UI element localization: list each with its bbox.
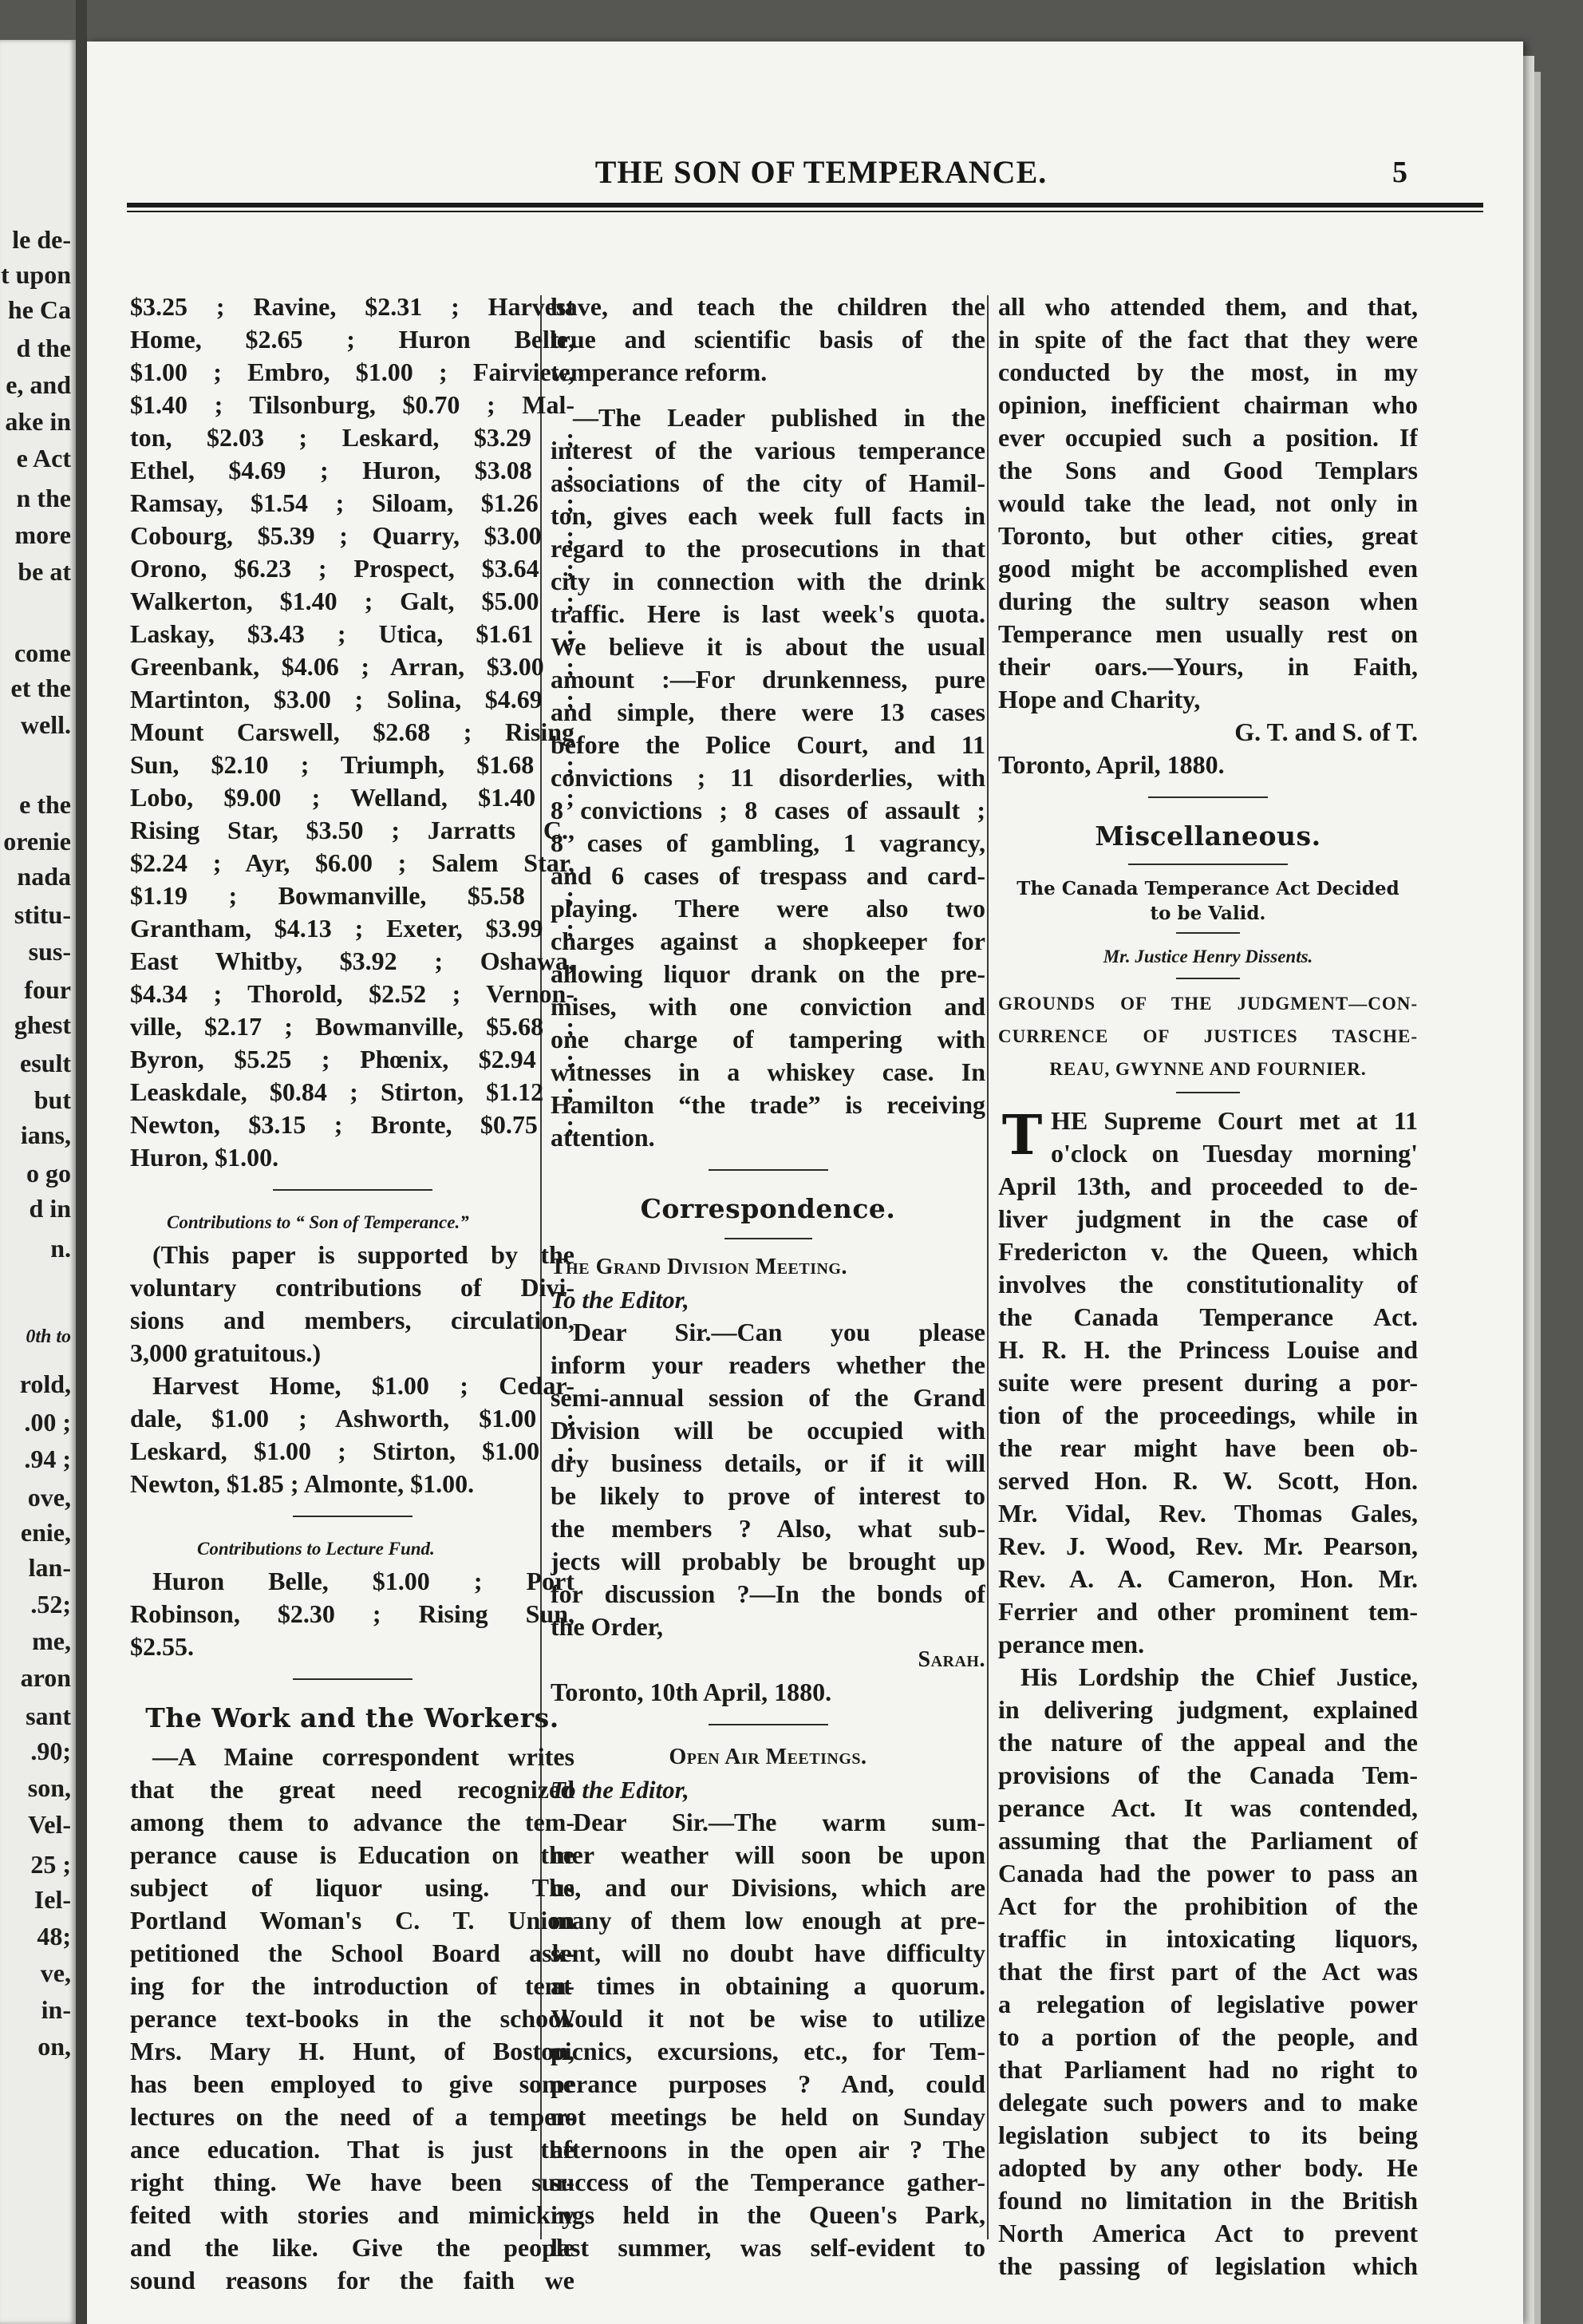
left-page-text-fragment: .00 ; xyxy=(24,1408,71,1437)
text-line: Byron, $5.25 ; Phœnix, $2.94 ; xyxy=(130,1045,574,1073)
text-line: traffic in intoxicating liquors, xyxy=(998,1924,1418,1953)
left-page-text-fragment: son, xyxy=(27,1773,71,1802)
text-line: the Canada Temperance Act. xyxy=(998,1302,1418,1331)
text-line: Rising Star, $3.50 ; Jarratts C., xyxy=(130,816,574,844)
drop-cap: T xyxy=(1001,1104,1043,1168)
left-page-text-fragment: .52; xyxy=(30,1590,71,1618)
text-line: true and scientific basis of the xyxy=(551,325,985,354)
text-line: and simple, there were 13 cases xyxy=(551,698,985,726)
text-line: perance men. xyxy=(998,1630,1145,1658)
article-title-line-1: The Canada Temperance Act Decided xyxy=(1017,878,1399,899)
text-line: —A Maine correspondent writes xyxy=(152,1742,574,1771)
left-page-text-fragment: be at xyxy=(18,557,71,586)
text-line: convictions ; 11 disorderlies, with xyxy=(551,763,985,792)
left-page-text-fragment: d the xyxy=(16,334,71,362)
text-line: Huron Belle, $1.00 ; Port xyxy=(152,1567,574,1595)
left-page-text-fragment: sus- xyxy=(28,937,71,966)
text-line: suite were present during a por- xyxy=(998,1368,1418,1397)
text-line: sound reasons for the faith we xyxy=(130,2266,574,2294)
text-line: among them to advance the tem- xyxy=(130,1808,574,1836)
text-line: 3,000 gratuitous.) xyxy=(130,1338,322,1367)
text-line: provisions of the Canada Tem- xyxy=(998,1761,1418,1789)
text-line: $2.55. xyxy=(130,1632,194,1661)
left-page-text-fragment: come xyxy=(14,638,71,667)
left-page-text-fragment: e Act xyxy=(16,444,71,472)
column-2 xyxy=(551,290,985,2264)
text-line: inform your readers whether the xyxy=(551,1350,985,1379)
text-line: served Hon. R. W. Scott, Hon. xyxy=(998,1466,1418,1495)
left-page-text-fragment: ake in xyxy=(5,407,71,436)
text-line: $1.00 ; Embro, $1.00 ; Fairview, xyxy=(130,358,574,386)
text-line: not meetings be held on Sunday xyxy=(551,2102,985,2131)
text-line: adopted by any other body. He xyxy=(998,2153,1418,2182)
text-line: Walkerton, $1.40 ; Galt, $5.00 ; xyxy=(130,587,574,615)
text-line: Toronto, but other cities, great xyxy=(998,521,1418,550)
left-page-text-fragment: ove, xyxy=(27,1483,71,1512)
lecture-fund-heading: Contributions to Lecture Fund. xyxy=(197,1539,435,1559)
left-page-text-fragment: nada xyxy=(17,862,71,891)
text-line: the rear might have been ob- xyxy=(998,1433,1418,1462)
text-line: Ethel, $4.69 ; Huron, $3.08 ; xyxy=(130,456,574,484)
text-line: many of them low enough at pre- xyxy=(551,1906,985,1935)
text-line: $1.40 ; Tilsonburg, $0.70 ; Mal- xyxy=(130,390,574,419)
section-rule xyxy=(293,1516,413,1517)
text-line: 8 convictions ; 8 cases of assault ; xyxy=(551,796,985,824)
text-line: witnesses in a whiskey case. In xyxy=(551,1057,985,1086)
text-line: ton, $2.03 ; Leskard, $3.29 ; xyxy=(130,423,574,452)
article-lead xyxy=(998,1105,1418,1170)
text-line: for discussion ?—In the bonds of xyxy=(551,1579,985,1608)
text-line: delegate such powers and to make xyxy=(998,2088,1418,2116)
text-line: attention. xyxy=(551,1123,655,1152)
text-line: tion of the proceedings, while in xyxy=(998,1401,1418,1429)
text-line: Greenbank, $4.06 ; Arran, $3.00 ; xyxy=(130,652,574,681)
text-line: Home, $2.65 ; Huron Belle, xyxy=(130,325,574,354)
left-page-text-fragment: 0th to xyxy=(26,1326,71,1347)
letter-1-salutation: To the Editor, xyxy=(551,1286,689,1314)
text-line: Temperance men usually rest on xyxy=(998,619,1418,648)
lead-line-2: o'clock on Tuesday morning' xyxy=(1051,1139,1418,1168)
text-line: the Sons and Good Templars xyxy=(998,456,1418,484)
text-line: us, and our Divisions, which are xyxy=(551,1873,985,1902)
text-line: Lobo, $9.00 ; Welland, $1.40 ; xyxy=(130,783,574,812)
letter-1-signature: Sarah. xyxy=(918,1647,985,1672)
text-line: the Order, xyxy=(551,1612,664,1641)
left-page-text-fragment: well. xyxy=(20,710,71,739)
text-line: would take the lead, not only in xyxy=(998,488,1418,517)
left-page-text-fragment: more xyxy=(14,520,71,549)
text-line: His Lordship the Chief Justice, xyxy=(1020,1662,1418,1691)
text-line: Harvest Home, $1.00 ; Cedar- xyxy=(152,1371,574,1400)
text-line: legislation subject to its being xyxy=(998,2120,1418,2149)
text-line: Hamilton “the trade” is receiving xyxy=(551,1090,985,1119)
text-line: a relegation of legislative power xyxy=(998,1990,1418,2018)
text-line: feited with stories and mimickry xyxy=(130,2200,574,2229)
text-line: Fredericton v. the Queen, which xyxy=(998,1237,1418,1266)
left-page-text-fragment: ghest xyxy=(14,1010,71,1039)
text-line: traffic. Here is last week's quota. xyxy=(551,599,985,628)
text-line: Rev. J. Wood, Rev. Mr. Pearson, xyxy=(998,1532,1418,1560)
left-page-text-fragment: but xyxy=(34,1085,71,1114)
text-line: Portland Woman's C. T. Union xyxy=(130,1906,574,1935)
correspondence-heading: Correspondence. xyxy=(640,1193,896,1224)
text-line: at times in obtaining a quorum. xyxy=(551,1971,985,2000)
letter-2-body xyxy=(551,1806,985,2264)
text-line: one charge of tampering with xyxy=(551,1025,985,1053)
section-rule xyxy=(709,1169,828,1171)
left-page-text-fragment: le de- xyxy=(12,225,71,254)
text-line: perance purposes ? And, could xyxy=(551,2069,985,2098)
text-line: subject of liquor using. The xyxy=(130,1873,574,1902)
left-page-text-fragment: Vel- xyxy=(28,1810,71,1839)
text-line: ville, $2.17 ; Bowmanville, $5.68 ; xyxy=(130,1012,574,1041)
section-rule xyxy=(1176,932,1240,934)
text-line: GROUNDS OF THE JUDGMENT—CON- xyxy=(998,994,1418,1014)
letter-1-title: The Grand Division Meeting. xyxy=(551,1255,847,1279)
text-line: Mr. Vidal, Rev. Thomas Gales, xyxy=(998,1499,1418,1528)
text-line: involves the constitutionality of xyxy=(998,1270,1418,1298)
text-line: last summer, was self-evident to xyxy=(551,2233,985,2262)
text-line: East Whitby, $3.92 ; Oshawa, xyxy=(130,947,574,975)
text-line: and the like. Give the people xyxy=(130,2233,574,2262)
text-line: $3.25 ; Ravine, $2.31 ; Harvest xyxy=(130,292,574,321)
text-line: city in connection with the drink xyxy=(551,567,985,595)
text-line: dale, $1.00 ; Ashworth, $1.00 ; xyxy=(130,1404,574,1433)
left-page-text-fragment: n the xyxy=(16,484,71,512)
text-line: North America Act to prevent xyxy=(998,2219,1418,2247)
text-line: Mount Carswell, $2.68 ; Rising xyxy=(130,717,574,746)
text-line: allowing liquor drank on the pre- xyxy=(551,959,985,988)
section-rule xyxy=(1148,796,1268,798)
text-line: Sun, $2.10 ; Triumph, $1.68 ; xyxy=(130,750,574,779)
text-line: sent, will no doubt have difficulty xyxy=(551,1939,985,1967)
left-page-text-fragment: .94 ; xyxy=(24,1445,71,1473)
contributions-heading: Contributions to “ Son of Temperance.” xyxy=(167,1212,469,1232)
section-rule xyxy=(1176,978,1240,979)
left-page-text-fragment: n. xyxy=(50,1234,71,1263)
text-line: Huron, $1.00. xyxy=(130,1143,279,1172)
header-rule-thick xyxy=(127,203,1483,208)
article-title-line-2: to be Valid. xyxy=(1150,903,1266,924)
text-line: assuming that the Parliament of xyxy=(998,1826,1418,1855)
text-line: Division will be occupied with xyxy=(551,1416,985,1445)
text-line: mer weather will soon be upon xyxy=(551,1840,985,1869)
left-page-text-fragment: esult xyxy=(20,1049,71,1077)
left-page-text-fragment: on, xyxy=(38,2032,71,2061)
text-line: petitioned the School Board ask- xyxy=(130,1939,574,1967)
left-page-text-fragment: aron xyxy=(20,1663,71,1692)
page-number: 5 xyxy=(1392,156,1407,189)
left-page-text-fragment: rold, xyxy=(19,1370,71,1398)
text-line: liver judgment in the case of xyxy=(998,1204,1418,1233)
text-line: perance text-books in the school. xyxy=(130,2004,574,2033)
text-line: Hope and Charity, xyxy=(998,685,1201,713)
page-edge xyxy=(1523,56,1534,2324)
division-remittance-list xyxy=(130,290,574,1174)
text-line: that the first part of the Act was xyxy=(998,1957,1418,1986)
text-line: have, and teach the children the xyxy=(551,292,985,321)
page-edge-shadow xyxy=(1534,72,1541,2324)
text-line: Newton, $1.85 ; Almonte, $1.00. xyxy=(130,1469,475,1498)
contributions-paragraph xyxy=(130,1239,574,1500)
left-page-text-fragment: 48; xyxy=(37,1922,71,1951)
text-line: opinion, inefficient chairman who xyxy=(998,390,1418,419)
text-line: We believe it is about the usual xyxy=(551,632,985,661)
left-page-text-fragment: he Ca xyxy=(7,295,71,324)
left-page-text-fragment: 25 ; xyxy=(30,1850,71,1879)
section-rule xyxy=(273,1189,432,1191)
text-line: Dear Sir.—The warm sum- xyxy=(573,1808,985,1836)
text-line: found no limitation in the British xyxy=(998,2186,1418,2215)
letter-1-dateline: Toronto, 10th April, 1880. xyxy=(551,1678,832,1706)
book-gutter xyxy=(76,0,87,2324)
left-page-text-fragment: lan- xyxy=(28,1553,71,1582)
left-page-text-fragment: Iel- xyxy=(34,1885,71,1914)
text-line: Laskay, $3.43 ; Utica, $1.61 ; xyxy=(130,619,574,648)
letter-2-title: Open Air Meetings. xyxy=(669,1745,867,1769)
dissent-subheading: Mr. Justice Henry Dissents. xyxy=(1103,947,1313,966)
text-line: Would it not be wise to utilize xyxy=(551,2004,985,2033)
text-line: success of the Temperance gather- xyxy=(551,2168,985,2196)
section-rule xyxy=(724,1238,812,1239)
text-line: in delivering judgment, explained xyxy=(998,1695,1418,1724)
left-page-text-fragment: e, and xyxy=(6,370,71,399)
text-line: $4.34 ; Thorold, $2.52 ; Vernon- xyxy=(130,979,574,1008)
text-line: during the sultry season when xyxy=(998,587,1418,615)
leader-paragraph xyxy=(551,401,985,1154)
column-1 xyxy=(130,290,574,2297)
text-line: REAU, GWYNNE AND FOURNIER. xyxy=(1049,1059,1367,1079)
text-line: lectures on the need of a temper- xyxy=(130,2102,574,2131)
text-line: H. R. H. the Princess Louise and xyxy=(998,1335,1418,1364)
section-rule xyxy=(293,1678,413,1680)
text-line: regard to the prosecutions in that xyxy=(551,534,985,563)
text-line: 8 cases of gambling, 1 vagrancy, xyxy=(551,828,985,857)
text-line: CURRENCE OF JUSTICES TASCHE- xyxy=(998,1026,1418,1046)
miscellaneous-heading: Miscellaneous. xyxy=(1095,820,1321,852)
header-rule-thin xyxy=(127,211,1483,212)
text-line: Leaskdale, $0.84 ; Stirton, $1.12 ; xyxy=(130,1077,574,1106)
left-page-text-fragment: .90; xyxy=(30,1737,71,1765)
text-line: semi-annual session of the Grand xyxy=(551,1383,985,1412)
text-line: —The Leader published in the xyxy=(573,403,985,432)
text-line: Leskard, $1.00 ; Stirton, $1.00 ; xyxy=(130,1437,574,1465)
text-line: the passing of legislation which xyxy=(998,2251,1418,2280)
letter-2-dateline: Toronto, April, 1880. xyxy=(998,750,1225,779)
text-line: right thing. We have been sur- xyxy=(130,2168,574,2196)
lead-line-1: HE Supreme Court met at 11 xyxy=(1051,1106,1418,1135)
text-line: ings held in the Queen's Park, xyxy=(551,2200,985,2229)
left-page-text-fragment: four xyxy=(24,975,71,1004)
left-page-text-fragment: me, xyxy=(32,1626,71,1655)
text-line: Martinton, $3.00 ; Solina, $4.69 ; xyxy=(130,685,574,713)
text-line: Ramsay, $1.54 ; Siloam, $1.26 ; xyxy=(130,488,574,517)
section-rule xyxy=(1128,864,1288,865)
text-line: Grantham, $4.13 ; Exeter, $3.99 ; xyxy=(130,914,574,943)
left-page-text-fragment: ve, xyxy=(40,1958,71,1987)
text-line: Robinson, $2.30 ; Rising Sun, xyxy=(130,1599,574,1628)
left-page-text-fragment: stitu- xyxy=(14,900,71,929)
left-page-text-fragment: et the xyxy=(10,674,71,702)
left-page-text-fragment: sant xyxy=(26,1702,71,1730)
text-line: Mrs. Mary H. Hunt, of Boston, xyxy=(130,2037,574,2065)
text-line: Cobourg, $5.39 ; Quarry, $3.00 ; xyxy=(130,521,574,550)
text-line: ever occupied such a position. If xyxy=(998,423,1418,452)
text-line: ance education. That is just the xyxy=(130,2135,574,2164)
article-paragraph-2 xyxy=(998,1661,1418,2282)
letter-2-salutation: To the Editor, xyxy=(551,1776,689,1804)
text-line: to a portion of the people, and xyxy=(998,2022,1418,2051)
left-page-text-fragment: e the xyxy=(19,790,71,819)
text-line: the nature of the appeal and the xyxy=(998,1728,1418,1757)
left-page-text-fragment: enie, xyxy=(20,1518,71,1547)
text-line: Orono, $6.23 ; Prospect, $3.64 ; xyxy=(130,554,574,583)
letter-1-body xyxy=(551,1316,985,1643)
text-line: in spite of the fact that they were xyxy=(998,325,1418,354)
text-line: sions and members, circulation, xyxy=(130,1306,574,1334)
text-line: $1.19 ; Bowmanville, $5.58 ; xyxy=(130,881,574,910)
text-line: perance Act. It was contended, xyxy=(998,1793,1418,1822)
text-line: all who attended them, and that, xyxy=(998,292,1418,321)
left-page-text-fragment: ians, xyxy=(20,1120,71,1149)
text-line: Rev. A. A. Cameron, Hon. Mr. xyxy=(998,1564,1418,1593)
text-line: interest of the various temperance xyxy=(551,436,985,464)
running-head: THE SON OF TEMPERANCE. xyxy=(594,154,1048,190)
text-line: Dear Sir.—Can you please xyxy=(573,1318,985,1346)
left-page-text-fragment: o go xyxy=(26,1159,71,1188)
text-line: associations of the city of Hamil- xyxy=(551,468,985,497)
section-rule xyxy=(1176,1092,1240,1093)
text-line: Canada had the power to pass an xyxy=(998,1859,1418,1887)
text-line: charges against a shopkeeper for xyxy=(551,927,985,955)
article-paragraph-1 xyxy=(998,1170,1418,1661)
text-line: good might be accomplished even xyxy=(998,554,1418,583)
left-page-text-fragment: d in xyxy=(29,1194,71,1223)
page-5 xyxy=(87,42,1523,2324)
text-line: dry business details, or if it will xyxy=(551,1449,985,1477)
text-line: conducted by the most, in my xyxy=(998,358,1418,386)
text-line: ton, gives each week full facts in xyxy=(551,501,985,530)
left-page-text-fragment: t upon xyxy=(0,260,71,289)
text-line: mises, with one conviction and xyxy=(551,992,985,1021)
text-line: their oars.—Yours, in Faith, xyxy=(998,652,1418,681)
text-line: the members ? Also, what sub- xyxy=(551,1514,985,1543)
text-line: Act for the prohibition of the xyxy=(998,1891,1418,1920)
text-line: that the great need recognized xyxy=(130,1775,574,1804)
column-rule-2 xyxy=(987,295,989,2239)
text-line: (This paper is supported by the xyxy=(152,1240,574,1269)
work-and-workers-heading: The Work and the Workers. xyxy=(145,1702,559,1733)
column-3 xyxy=(998,290,1418,2282)
text-line: playing. There were also two xyxy=(551,894,985,923)
text-line: before the Police Court, and 11 xyxy=(551,730,985,759)
text-line: $2.24 ; Ayr, $6.00 ; Salem Star, xyxy=(130,848,574,877)
text-line: amount :—For drunkenness, pure xyxy=(551,665,985,694)
text-line: temperance reform. xyxy=(551,358,768,386)
text-line: April 13th, and proceeded to de- xyxy=(998,1172,1418,1200)
text-line: Newton, $3.15 ; Bronte, $0.75 ; xyxy=(130,1110,574,1139)
letter-2-body-cont xyxy=(998,290,1418,716)
text-line: that Parliament had no right to xyxy=(998,2055,1418,2084)
work-paragraph xyxy=(130,1741,574,2297)
text-line: voluntary contributions of Divi- xyxy=(130,1273,574,1302)
text-line: Ferrier and other prominent tem- xyxy=(998,1597,1418,1626)
left-page-text-fragment: orenie xyxy=(3,827,71,856)
text-line: picnics, excursions, etc., for Tem- xyxy=(551,2037,985,2065)
text-line: ing for the introduction of tem- xyxy=(130,1971,574,2000)
section-rule xyxy=(709,1724,828,1725)
text-line: has been employed to give some xyxy=(130,2069,574,2098)
text-line: jects will probably be brought up xyxy=(551,1547,985,1575)
lecture-fund-paragraph xyxy=(130,1565,574,1663)
left-page-text-fragment: in- xyxy=(41,1995,71,2024)
text-line: and 6 cases of trespass and card- xyxy=(551,861,985,890)
left-page-fragment xyxy=(0,40,76,2324)
letter-2-signature: G. T. and S. of T. xyxy=(1234,717,1418,746)
education-paragraph-cont xyxy=(551,290,985,389)
grounds-subheading xyxy=(998,987,1418,1085)
text-line: be likely to prove of interest to xyxy=(551,1481,985,1510)
text-line: perance cause is Education on the xyxy=(130,1840,574,1869)
text-line: afternoons in the open air ? The xyxy=(551,2135,985,2164)
